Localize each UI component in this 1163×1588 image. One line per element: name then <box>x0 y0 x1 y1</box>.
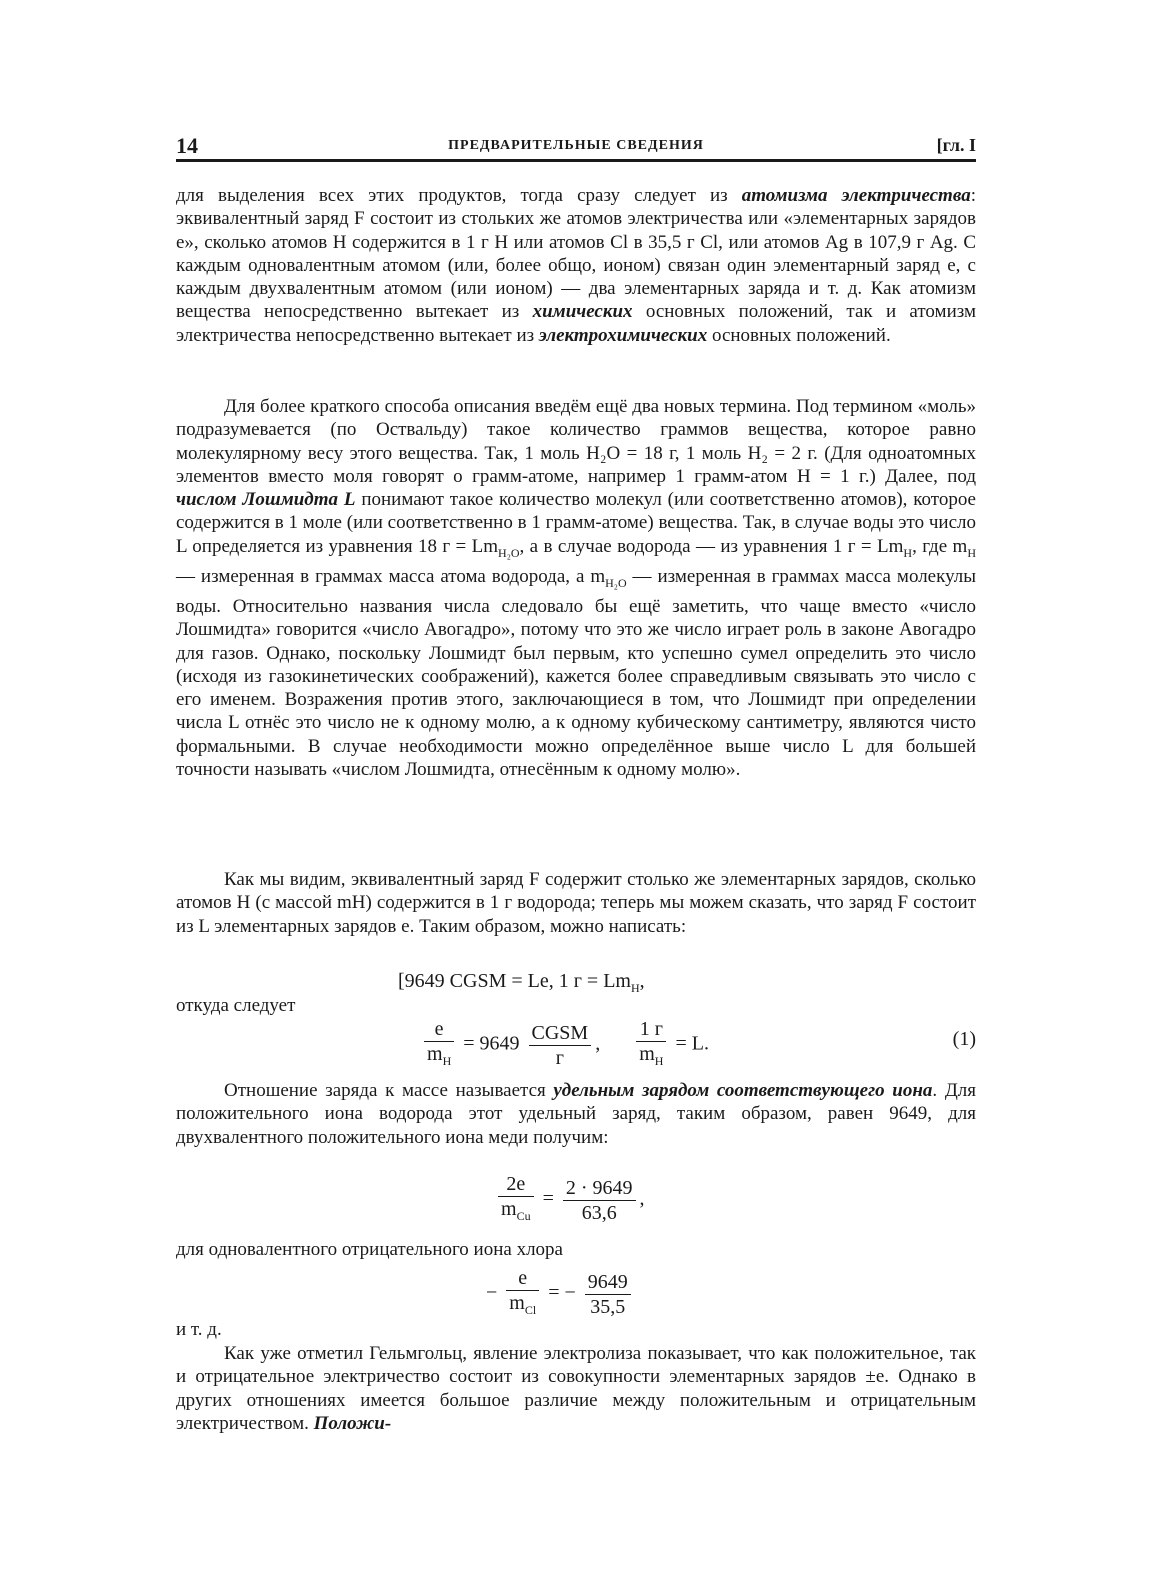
equation-end: , <box>639 1187 645 1210</box>
text-span: основных положений. <box>707 324 891 346</box>
text-span: , где m <box>912 535 968 557</box>
text-span: , а в случае водорода — из уравнения 1 г = Lm <box>519 535 904 557</box>
emphasis: атомизма электричества <box>741 185 971 206</box>
numerator: 2e <box>498 1172 534 1197</box>
emphasis: Положи- <box>313 1412 392 1434</box>
denominator-text: m <box>639 1043 655 1065</box>
paragraph-3 <box>176 868 976 938</box>
subscript: H <box>630 981 640 995</box>
numerator: 9649 <box>585 1270 631 1295</box>
paragraph-5-text: для одновалентного отрицательного иона хлора <box>176 1239 563 1260</box>
emphasis: химических <box>532 301 633 323</box>
minus-sign: − <box>486 1281 498 1304</box>
equals-sign: = − <box>548 1281 576 1304</box>
equation-1-end: = L. <box>675 1032 709 1055</box>
text-span: — измеренная в граммах масса атома водорода, а m <box>176 565 606 587</box>
denominator: 63,6 <box>581 1201 617 1224</box>
denominator-text: m <box>427 1043 443 1065</box>
running-header <box>176 133 976 162</box>
emphasis: числом Лошмидта L <box>176 489 356 511</box>
paragraph-3-text: Как мы видим, эквивалентный заряд F содержит столько же элементарных зарядов, сколько атомов H (с массой mH) содержится в 1 г водорода; теперь мы можем сказать, что заряд F состоит из L элементарных зарядов e. Таким образом, можно написать: <box>176 869 976 937</box>
denominator <box>424 1042 454 1073</box>
text-span: : эквивалентный заряд F состоит из стольких же атомов электричества или «элементарных зарядов e», сколько атомов H содержится в 1 г H или атомов Cl в 35,5 г Cl, или атомов Ag в 107,9 г Ag. С каждым одновалентным атомом (или, более общо, ионом) связан один элементарный заряд e, с каждым двухвалентным атомом (или ионом) — два элементарных заряда и т. д. Как атомизм вещества непосредственно вытекает из <box>176 185 976 323</box>
subscript: H <box>654 1054 664 1068</box>
fraction <box>498 1172 534 1228</box>
paragraph-1 <box>176 184 976 347</box>
running-title: ПРЕДВАРИТЕЛЬНЫЕ СВЕДЕНИЯ <box>448 138 704 153</box>
fraction <box>585 1270 631 1319</box>
text-span: — измеренная в граммах масса молекулы воды. Относительно названия числа следовало бы ещё заметить, что чаще вместо «число Лошмидта» говорится «число Авогадро», потому что это же число играет роль в законе Авогадро для газов. Однако, поскольку Лошмидт был первым, кто успешно сумел определить это число (исходя из газокинетических соображений), кажется более справедливым связывать это число с его именем. Возражения против этого, заключающиеся в том, что Лошмидт при определении числа L отнёс это число не к одному молю, а к одному кубическому сантиметру, являются чисто формальными. В случае необходимости можно определённое выше число L для большей точности называть «числом Лошмидта, отнесённым к одному молю». <box>176 565 976 781</box>
text-span: Как уже отметил Гельмгольц, явление электролиза показывает, что как положительное, так и отрицательное электричество состоит из совокупности элементарных зарядов ±e. Однако в других отношениях имеется большое различие между положительным и отрицательным электричеством. <box>176 1343 976 1434</box>
equation-number: (1) <box>952 1028 976 1050</box>
fraction <box>563 1176 636 1225</box>
subscript: H <box>442 1054 452 1068</box>
subscript: H₂O <box>605 575 627 590</box>
numerator: e <box>506 1266 539 1291</box>
equation-1-mid: = 9649 <box>463 1032 520 1055</box>
fraction <box>506 1266 539 1322</box>
hence-label: откуда следует <box>176 995 296 1016</box>
page-number: 14 <box>176 133 198 158</box>
numerator: 1 г <box>636 1017 666 1042</box>
text-span: Отношение заряда к массе называется <box>224 1080 554 1101</box>
denominator-text: m <box>501 1198 517 1220</box>
separator: , <box>595 1032 601 1055</box>
text-span: основных положений, так и атомизм электричества непосредственно вытекает из <box>176 301 977 346</box>
subscript: Cu <box>516 1209 531 1223</box>
text-span: для выделения всех этих продуктов, тогда сразу следует из <box>176 185 742 206</box>
paragraph-7 <box>176 1342 976 1435</box>
subscript: Cl <box>524 1303 537 1317</box>
paragraph-6 <box>176 1318 976 1341</box>
equation-1 <box>420 1017 709 1073</box>
equation-copper <box>494 1172 645 1228</box>
numerator: CGSM <box>529 1021 592 1046</box>
paragraph-4 <box>176 1079 976 1149</box>
paragraph-5 <box>176 1238 976 1261</box>
denominator: 35,5 <box>590 1295 626 1318</box>
text-span: Для более краткого способа описания введём ещё два новых термина. Под термином «моль» подразумевается (по Оствальду) такое количество граммов вещества, которое равно молекулярному весу этого вещества. Так, 1 моль H₂O = 18 г, 1 моль H₂ = 2 г. (Для одноатомных элементов вместо моля говорят о грамм-атоме, например 1 грамм-атом H = 1 г.) Далее, под <box>176 396 976 487</box>
emphasis: электрохимических <box>538 324 708 346</box>
subscript: H <box>903 545 913 560</box>
numerator: e <box>424 1017 454 1042</box>
subscript: H <box>967 545 976 560</box>
subscript: H₂O <box>498 545 520 560</box>
paragraph-2 <box>176 395 976 781</box>
denominator <box>636 1042 666 1073</box>
numerator: 2 · 9649 <box>563 1176 636 1201</box>
denominator: г <box>555 1046 564 1069</box>
denominator-text: m <box>509 1292 525 1314</box>
text-span: понимают такое количество молекул (или соответственно атомов), которое содержится в 1 моле (или соответственно в 1 грамм-атоме) вещества. Так, в случае воды это число L определяется из уравнения 18 г = Lm <box>176 489 976 557</box>
text-span: . Для положительного иона водорода этот удельный заряд, таким образом, равен 9649, для двухвалентного положительного иона меди получим: <box>176 1080 977 1148</box>
fraction <box>424 1017 454 1073</box>
equation-chlorine <box>486 1266 635 1322</box>
equation-a-end: , <box>639 970 645 992</box>
equals-sign: = <box>542 1187 554 1210</box>
equation-a <box>398 970 645 996</box>
fraction <box>636 1017 666 1073</box>
equation-a-text: [9649 CGSM = Le, 1 г = Lm <box>398 970 631 992</box>
chapter-mark: [гл. I <box>936 135 976 155</box>
emphasis: удельным зарядом соответствующего иона <box>553 1080 933 1101</box>
fraction <box>529 1021 592 1070</box>
paragraph-6-text: и т. д. <box>176 1319 222 1340</box>
denominator <box>498 1197 534 1228</box>
